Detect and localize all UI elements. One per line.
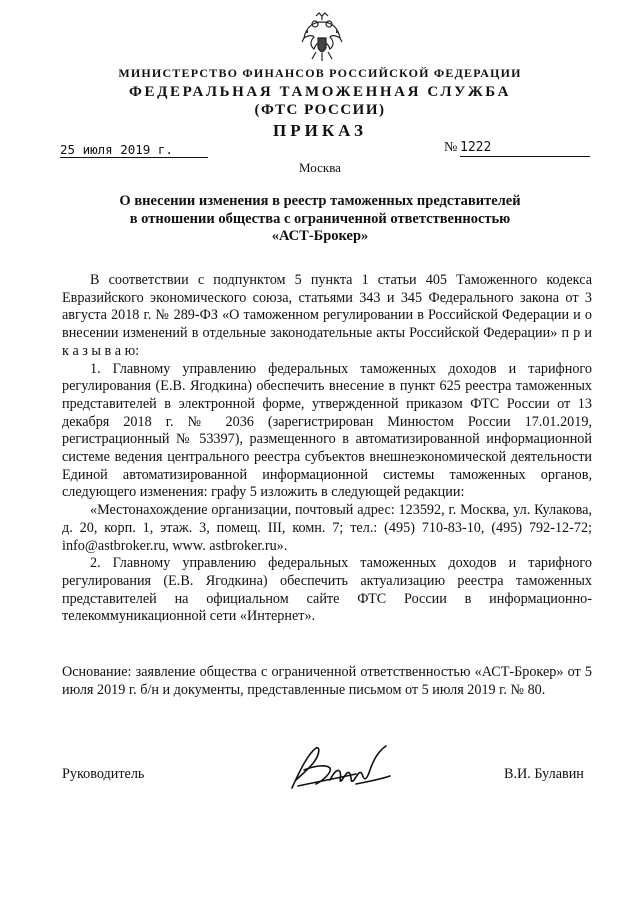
city: Москва <box>299 160 341 175</box>
order-title <box>80 193 560 246</box>
ministry-name: МИНИСТЕРСТВО ФИНАНСОВ РОССИЙСКОЙ ФЕДЕРАЦИИ <box>118 66 522 80</box>
item-2-paragraph: 2. Главному управлению федеральных таможенных доходов и тарифного регулирования (Е.В. Ягодкина) обеспечить актуализацию реестра таможенных представителей на официальном сайте ФТС России в информационно-телекоммуникационной сети «Интернет». <box>62 555 592 625</box>
handwritten-signature-icon <box>286 740 398 800</box>
service-abbreviation: (ФТС РОССИИ) <box>254 102 386 118</box>
preamble-paragraph: В соответствии с подпунктом 5 пункта 1 статьи 405 Таможенного кодекса Евразийского экономического союза, статьями 343 и 345 Федерального закона от 3 августа 2018 г. № 289-ФЗ «О таможенном регулировании в Российской Федерации и о внесении изменений в отдельные законодательные акты Российской Федерации» п р и к а з ы в а ю: <box>62 272 592 359</box>
title-line-2: в отношении общества с ограниченной ответственностью <box>129 210 511 227</box>
quoted-address-paragraph: «Местонахождение организации, почтовый адрес: 123592, г. Москва, ул. Кулакова, д. 20, корп. 1, этаж. 3, помещ. III, комн. 7; тел.: (495) 710-83-10, (495) 792-12-72; info@astbroker.ru, www. astbroker.ru». <box>62 502 592 554</box>
basis-block <box>62 664 592 699</box>
document-type: ПРИКАЗ <box>273 121 367 140</box>
order-date: 25 июля 2019 г. <box>60 142 208 158</box>
title-line-1: О внесении изменения в реестр таможенных представителей <box>119 193 521 209</box>
item-1-paragraph: 1. Главному управлению федеральных таможенных доходов и тарифного регулирования (Е.В. Ягодкина) обеспечить внесение в пункт 625 реестра таможенных представителей в электронной форме, утвержденной приказом ФТС России от 13 декабря 2018 г. № 2036 (зарегистрирован Минюстом России 17.01.2019, регистрационный № 53397), размещенного в автоматизированной информационной системе ведения центрального реестра субъектов внешнеэкономической деятельности Единой автоматизированной информационной системы таможенных органов, следующего изменения: графу 5 изложить в следующей редакции: <box>62 360 592 501</box>
number-sign: № <box>444 140 458 155</box>
order-body <box>62 272 592 626</box>
basis-paragraph: Основание: заявление общества с ограниченной ответственностью «АСТ-Брокер» от 5 июля 2019 г. б/н и документы, представленные письмом от 5 июля 2019 г. № 80. <box>62 664 592 698</box>
russian-coat-of-arms-icon <box>300 10 344 64</box>
service-name: ФЕДЕРАЛЬНАЯ ТАМОЖЕННАЯ СЛУЖБА <box>128 84 512 100</box>
signatory-role: Руководитель <box>62 766 145 782</box>
order-number: 1222 <box>460 140 590 157</box>
title-line-3: «АСТ-Брокер» <box>271 228 369 244</box>
signatory-name: В.И. Булавин <box>504 766 584 782</box>
